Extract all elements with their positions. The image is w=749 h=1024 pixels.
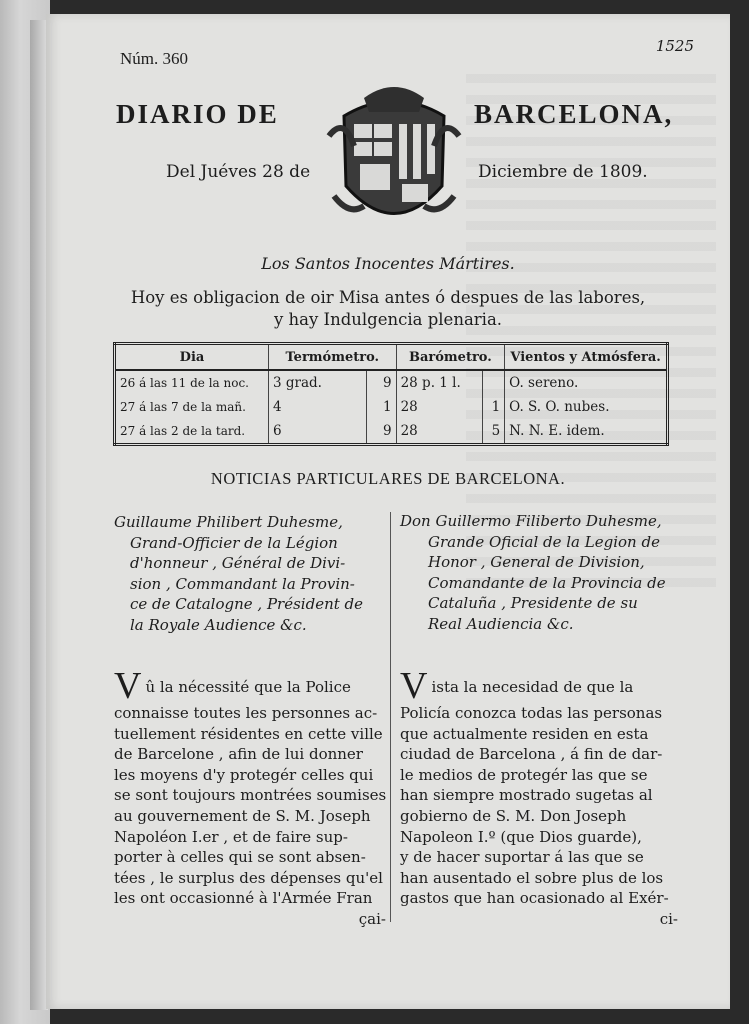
spanish-body-line: gastos que han ocasionado al Exér- <box>400 889 669 908</box>
cell-term-b: 9 <box>366 419 396 445</box>
col-barometro: Barómetro. <box>396 344 505 371</box>
spanish-body-line: que actualmente residen en esta <box>400 724 649 743</box>
spanish-header-line: Honor , General de Division, <box>428 553 645 571</box>
spanish-catchword: ci- <box>659 909 678 928</box>
table-row <box>115 395 668 419</box>
newspaper-page <box>46 14 730 1009</box>
spanish-header <box>400 511 675 634</box>
page-number: 1525 <box>655 37 694 55</box>
cell-dia: 27 á las 2 de la tard. <box>115 419 269 445</box>
spanish-body-line: Napoleon I.º (que Dios guarde), <box>400 827 642 846</box>
french-header-line: d'honneur , Général de Divi- <box>130 554 346 572</box>
spanish-body <box>400 665 678 930</box>
cell-baro-b: 1 <box>483 395 505 419</box>
cell-term-b: 9 <box>366 370 396 395</box>
spanish-body-line: gobierno de S. M. Don Joseph <box>400 806 627 825</box>
section-title: NOTICIAS PARTICULARES DE BARCELONA. <box>210 469 566 488</box>
spanish-body-line: han ausentado el sobre plus de los <box>400 868 664 887</box>
spanish-body-line: le medios de protegér las que se <box>400 765 648 784</box>
spanish-body-line: Policía conozca todas las personas <box>400 704 663 722</box>
masthead-title-right: BARCELONA, <box>474 99 674 129</box>
spanish-body-line: y de hacer suportar á las que se <box>400 848 644 867</box>
french-body-line: û la nécessité que la Police <box>145 678 351 696</box>
french-header-line: Grand-Officier de la Légion <box>130 533 338 552</box>
issue-number: Núm. 360 <box>120 49 188 68</box>
column-divider <box>390 512 391 922</box>
col-dia: Dia <box>115 344 269 371</box>
table-row <box>115 419 668 445</box>
book-left-edge <box>0 0 50 1024</box>
date-left: Del Juéves 28 de <box>166 162 311 182</box>
cell-baro-b: 5 <box>483 419 505 445</box>
french-header-line: ce de Catalogne , Président de <box>130 595 364 613</box>
french-body-line: au gouvernement de S. M. Joseph <box>114 806 371 825</box>
table-row <box>115 370 668 395</box>
cell-viento: O. sereno. <box>509 375 579 392</box>
col-termometro: Termómetro. <box>269 344 397 371</box>
saints-of-the-day: Los Santos Inocentes Mártires. <box>261 254 515 273</box>
mass-notice-line: Hoy es obligacion de oir Misa antes ó despues de las labores, <box>130 288 646 307</box>
french-header <box>114 512 384 635</box>
french-body-line: tuellement résidentes en cette ville <box>114 724 383 743</box>
cell-term-a: 6 <box>269 419 367 445</box>
col-vientos: Vientos y Atmósfera. <box>505 344 668 371</box>
cell-term-a: 4 <box>269 395 367 419</box>
spanish-header-line: Grande Oficial de la Legion de <box>428 532 660 551</box>
french-header-line: Guillaume Philibert Duhesme, <box>114 513 343 531</box>
french-body-line: connaisse toutes les personnes ac- <box>114 704 378 722</box>
cell-baro-a: 28 <box>396 395 483 419</box>
french-header-line: sion , Commandant la Provin- <box>130 574 355 593</box>
cell-viento: N. N. E. idem. <box>509 422 605 439</box>
cell-baro-b <box>483 370 505 395</box>
french-body-line: se sont toujours montrées soumises <box>114 786 387 805</box>
spanish-body-line: han siempre mostrado sugetas al <box>400 786 653 805</box>
weather-table <box>113 342 669 446</box>
french-body <box>114 665 387 930</box>
spanish-header-line: Comandante de la Provincia de <box>428 573 666 592</box>
cell-baro-a: 28 <box>396 419 483 445</box>
mass-notice <box>46 287 730 331</box>
spanish-body-line: ciudad de Barcelona , á fin de dar- <box>400 745 663 764</box>
french-body-line: les ont occasionné à l'Armée Fran <box>114 889 373 908</box>
mass-notice-line: y hay Indulgencia plenaria. <box>273 310 503 329</box>
spanish-header-line: Real Audiencia &c. <box>428 614 574 633</box>
cell-term-a: 3 grad. <box>269 370 367 395</box>
spanish-header-line: Cataluña , Presidente de su <box>428 594 638 612</box>
weather-table-header <box>115 344 668 371</box>
french-dropcap: V <box>114 665 142 707</box>
cell-dia: 27 á las 7 de la mañ. <box>115 395 269 419</box>
date-right: Diciembre de 1809. <box>478 162 648 182</box>
french-body-line: de Barcelone , afin de lui donner <box>114 745 363 764</box>
barcelona-coat-of-arms-emblem <box>324 76 464 236</box>
cell-term-b: 1 <box>366 395 396 419</box>
cell-baro-a: 28 p. 1 l. <box>396 370 483 395</box>
cell-viento: O. S. O. nubes. <box>509 398 610 415</box>
cell-dia: 26 á las 11 de la noc. <box>115 370 269 395</box>
spanish-header-line: Don Guillermo Filiberto Duhesme, <box>400 512 662 530</box>
french-body-line: Napoléon I.er , et de faire sup- <box>114 827 348 846</box>
spanish-dropcap: V <box>400 665 428 707</box>
french-body-line: les moyens d'y protegér celles qui <box>114 765 374 784</box>
french-body-line: tées , le surplus des dépenses qu'el <box>114 868 383 887</box>
masthead-title-left: DIARIO DE <box>116 99 279 129</box>
spanish-body-line: ista la necesidad de que la <box>431 678 634 696</box>
french-body-line: porter à celles qui se sont absen- <box>114 848 366 867</box>
french-header-line: la Royale Audience &c. <box>130 615 307 634</box>
french-catchword: çai- <box>358 909 386 928</box>
